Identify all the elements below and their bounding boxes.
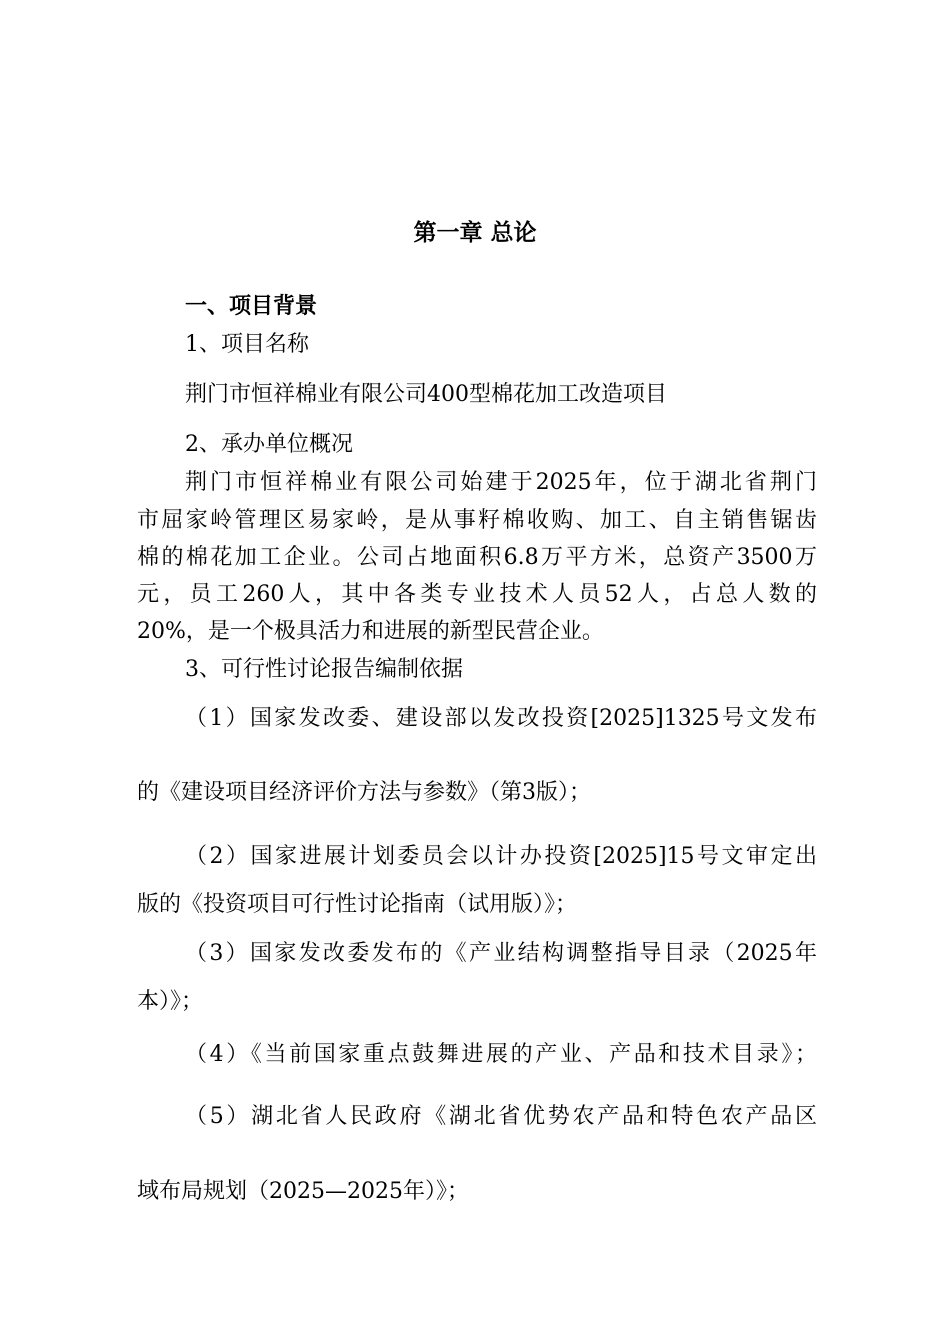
company-paragraph-line: 荆门市恒祥棉业有限公司始建于2025年，位于湖北省荆门 — [185, 470, 817, 495]
section-heading: 一、项目背景 — [185, 294, 318, 319]
basis-item-4-line1: （4）《当前国家重点鼓舞进展的产业、产品和技术目录》； — [185, 1042, 817, 1067]
basis-item-5-line2: 域布局规划（2025—2025年）》； — [137, 1179, 469, 1204]
project-name-text: 荆门市恒祥棉业有限公司400型棉花加工改造项目 — [185, 382, 667, 407]
basis-item-2-line2: 版的《投资项目可行性讨论指南（试用版）》； — [137, 892, 578, 917]
basis-item-1-line2: 的《建设项目经济评价方法与参数》（第3版）； — [137, 780, 591, 805]
basis-item-3-line1: （3）国家发改委发布的《产业结构调整指导目录（2025年 — [185, 941, 817, 966]
chapter-title: 第一章 总论 — [413, 220, 537, 246]
subsection-heading-company-overview: 2、承办单位概况 — [185, 432, 353, 457]
company-paragraph-line: 20%，是一个极具活力和进展的新型民营企业。 — [137, 619, 604, 644]
basis-item-5-line1: （5）湖北省人民政府《湖北省优势农产品和特色农产品区 — [185, 1104, 817, 1129]
basis-item-3-line2: 本）》； — [137, 989, 204, 1014]
company-paragraph-line: 元，员工260人，其中各类专业技术人员52人，占总人数的 — [137, 582, 817, 607]
basis-item-1-line1: （1）国家发改委、建设部以发改投资[2025]1325号文发布 — [185, 706, 817, 731]
company-paragraph-line: 市屈家岭管理区易家岭，是从事籽棉收购、加工、自主销售锯齿 — [137, 508, 817, 533]
subsection-heading-project-name: 1、项目名称 — [185, 332, 309, 357]
basis-item-2-line1: （2）国家进展计划委员会以计办投资[2025]15号文审定出 — [185, 844, 817, 869]
company-paragraph-line: 棉的棉花加工企业。公司占地面积6.8万平方米，总资产3500万 — [137, 545, 817, 570]
subsection-heading-basis: 3、可行性讨论报告编制依据 — [185, 657, 463, 682]
